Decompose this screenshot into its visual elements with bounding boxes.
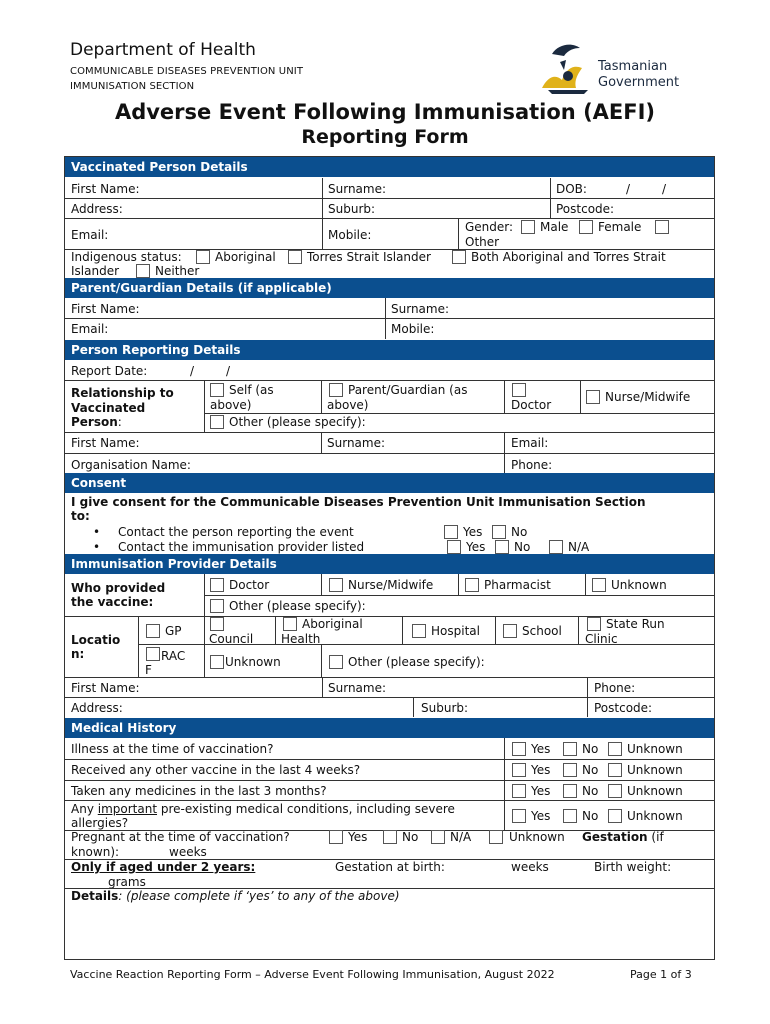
details-label[interactable]: Details: (please complete if ‘yes’ to any of the above) (71, 889, 400, 903)
rel-self-label-cont: above) (210, 398, 252, 412)
ip-suburb-label[interactable]: Suburb: (421, 701, 469, 715)
loc-other-label[interactable]: Other (please specify): (348, 655, 485, 669)
loc-state-clinic-checkbox[interactable] (587, 617, 601, 631)
vp-surname-label[interactable]: Surname: (328, 182, 387, 196)
indigenous-torres-checkbox[interactable] (288, 250, 302, 264)
loc-school-checkbox[interactable] (503, 624, 517, 638)
indigenous-aboriginal-checkbox[interactable] (196, 250, 210, 264)
preg-na-checkbox[interactable] (431, 830, 445, 844)
vp-suburb-label[interactable]: Suburb: (328, 202, 376, 216)
mh-yes-label: Yes (531, 763, 551, 777)
mh-unknown-label: Unknown (627, 742, 683, 756)
mh-medicines-yes-checkbox[interactable] (512, 784, 526, 798)
birth-weight-grams-label: grams (108, 875, 146, 889)
bullet-icon: • (93, 525, 101, 539)
loc-racf-checkbox[interactable] (146, 647, 160, 661)
mh-no-label: No (582, 763, 599, 777)
form-title: Adverse Event Following Immunisation (AEFI) (114, 100, 656, 124)
vp-first-name-label[interactable]: First Name: (71, 182, 140, 196)
gender-female-checkbox[interactable] (579, 220, 593, 234)
indigenous-both-checkbox[interactable] (452, 250, 466, 264)
mh-illness-yes-checkbox[interactable] (512, 742, 526, 756)
birth-weight-label[interactable]: Birth weight: (594, 860, 672, 874)
relationship-label: Person: (71, 415, 122, 429)
mh-no-label: No (582, 784, 599, 798)
gestation-label: Gestation (if (582, 830, 664, 844)
mh-conditions-question-cont: allergies? (71, 816, 129, 830)
report-date-slash: / (190, 364, 195, 378)
footer-page-number: Page 1 of 3 (630, 968, 692, 981)
logo-text-line1: Tasmanian (598, 59, 668, 74)
mh-illness-question: Illness at the time of vaccination? (71, 742, 274, 756)
consent-reporter-yes-checkbox[interactable] (444, 525, 458, 539)
rel-nurse-checkbox[interactable] (586, 390, 600, 404)
organisation-name-label[interactable]: Organisation Name: (71, 458, 191, 472)
preg-yes-label: Yes (348, 830, 368, 844)
indigenous-status-label: Indigenous status: (71, 250, 182, 264)
section-consent: Consent (65, 473, 714, 493)
bullet-icon: • (93, 540, 101, 554)
rel-doctor-checkbox[interactable] (512, 383, 526, 397)
rel-self-checkbox[interactable] (210, 383, 224, 397)
mh-illness-unknown-checkbox[interactable] (608, 742, 622, 756)
pr-surname-label[interactable]: Surname: (327, 436, 386, 450)
consent-provider-yes-checkbox[interactable] (447, 540, 461, 554)
loc-gp-checkbox[interactable] (146, 624, 160, 638)
section-name: IMMUNISATION SECTION (70, 81, 195, 92)
section-immunisation-provider: Immunisation Provider Details (65, 554, 714, 574)
mh-illness-no-checkbox[interactable] (563, 742, 577, 756)
logo-text-line2: Government (598, 75, 680, 90)
loc-aboriginal-health-label-cont: Health (281, 632, 321, 646)
loc-aboriginal-health-label: Aboriginal (302, 617, 363, 631)
consent-yes-label: Yes (463, 525, 483, 539)
rel-other-label[interactable]: Other (please specify): (229, 415, 366, 429)
loc-unknown-label: Unknown (225, 655, 281, 669)
location-label-cont: n: (71, 647, 85, 661)
preg-no-label: No (402, 830, 419, 844)
preg-na-label: N/A (450, 830, 472, 844)
indigenous-aboriginal-label: Aboriginal (215, 250, 276, 264)
section-person-reporting: Person Reporting Details (65, 340, 714, 360)
vp-dob-slash: / (662, 182, 667, 196)
gender-male-label: Male (540, 220, 569, 234)
rel-nurse-label: Nurse/Midwife (605, 390, 691, 404)
indigenous-neither-checkbox[interactable] (136, 264, 150, 278)
mh-medicines-question: Taken any medicines in the last 3 months? (71, 784, 327, 798)
loc-racf-label: RAC (161, 649, 186, 663)
rel-parent-label-cont: above) (327, 398, 369, 412)
mh-unknown-label: Unknown (627, 784, 683, 798)
mh-conditions-yes-checkbox[interactable] (512, 809, 526, 823)
location-label: Locatio (71, 633, 121, 647)
mh-conditions-unknown-checkbox[interactable] (608, 809, 622, 823)
loc-hospital-checkbox[interactable] (412, 624, 426, 638)
who-nurse-checkbox[interactable] (329, 578, 343, 592)
mh-pregnant-question: Pregnant at the time of vaccination? (71, 830, 290, 844)
mh-yes-label: Yes (531, 784, 551, 798)
form-subtitle: Reporting Form (301, 126, 469, 148)
mh-vaccine-yes-checkbox[interactable] (512, 763, 526, 777)
loc-gp-label: GP (165, 624, 182, 638)
pr-email-label[interactable]: Email: (511, 436, 549, 450)
mh-vaccine-unknown-checkbox[interactable] (608, 763, 622, 777)
consent-no-label: No (514, 540, 531, 554)
who-unknown-checkbox[interactable] (592, 578, 606, 592)
who-unknown-label: Unknown (611, 578, 667, 592)
ip-address-label[interactable]: Address: (71, 701, 123, 715)
section-medical-history: Medical History (65, 718, 714, 738)
mh-unknown-label: Unknown (627, 763, 683, 777)
gender-female-label: Female (598, 220, 642, 234)
vp-dob-label[interactable]: DOB: (556, 182, 587, 196)
consent-item-reporter: Contact the person reporting the event (118, 525, 354, 539)
pr-first-name-label[interactable]: First Name: (71, 436, 140, 450)
consent-na-label: N/A (568, 540, 590, 554)
consent-yes-label: Yes (466, 540, 486, 554)
reporting-form (64, 156, 715, 960)
pr-phone-label[interactable]: Phone: (511, 458, 553, 472)
consent-text-cont: to: (71, 509, 90, 523)
vp-dob-slash: / (626, 182, 631, 196)
gender-male-checkbox[interactable] (521, 220, 535, 234)
loc-state-clinic-label-cont: Clinic (585, 632, 618, 646)
aged-under-2-label: Only if aged under 2 years: (71, 860, 256, 874)
gender-other-checkbox[interactable] (655, 220, 669, 234)
indigenous-torres-label: Torres Strait Islander (307, 250, 431, 264)
section-parent-guardian: Parent/Guardian Details (if applicable) (65, 278, 714, 298)
mh-conditions-no-checkbox[interactable] (563, 809, 577, 823)
indigenous-both-label: Both Aboriginal and Torres Strait (471, 250, 666, 264)
department-title: Department of Health (70, 40, 256, 60)
vp-address-label[interactable]: Address: (71, 202, 123, 216)
pg-email-label[interactable]: Email: (71, 322, 109, 336)
report-date-slash: / (226, 364, 231, 378)
ip-first-name-label[interactable]: First Name: (71, 681, 140, 695)
rel-parent-label: Parent/Guardian (as (348, 383, 468, 397)
who-pharmacist-label: Pharmacist (484, 578, 551, 592)
loc-state-clinic-label: State Run (606, 617, 665, 631)
mh-no-label: No (582, 742, 599, 756)
tasmanian-government-logo (538, 40, 688, 96)
ip-surname-label[interactable]: Surname: (328, 681, 387, 695)
who-doctor-label: Doctor (229, 578, 270, 592)
rel-other-checkbox[interactable] (210, 415, 224, 429)
preg-no-checkbox[interactable] (383, 830, 397, 844)
section-vaccinated-person: Vaccinated Person Details (65, 157, 714, 177)
gestation-at-birth-label[interactable]: Gestation at birth: (335, 860, 445, 874)
preg-unknown-label: Unknown (509, 830, 565, 844)
mh-yes-label: Yes (531, 809, 551, 823)
loc-school-label: School (522, 624, 562, 638)
mh-medicines-no-checkbox[interactable] (563, 784, 577, 798)
mh-medicines-unknown-checkbox[interactable] (608, 784, 622, 798)
rel-doctor-label: Doctor (511, 398, 552, 412)
consent-provider-no-checkbox[interactable] (495, 540, 509, 554)
who-other-checkbox[interactable] (210, 599, 224, 613)
loc-council-label: Council (209, 632, 254, 646)
relationship-label: Vaccinated (71, 401, 146, 415)
loc-racf-label-cont: F (145, 663, 152, 677)
ip-postcode-label[interactable]: Postcode: (594, 701, 653, 715)
report-date-label[interactable]: Report Date: (71, 364, 148, 378)
mh-unknown-label: Unknown (627, 809, 683, 823)
loc-other-checkbox[interactable] (329, 655, 343, 669)
relationship-label: Relationship to (71, 386, 174, 400)
who-doctor-checkbox[interactable] (210, 578, 224, 592)
footer-form-name: Vaccine Reaction Reporting Form – Adverse Event Following Immunisation, August 2022 (70, 968, 555, 981)
rel-parent-checkbox[interactable] (329, 383, 343, 397)
mh-no-label: No (582, 809, 599, 823)
loc-unknown-checkbox[interactable] (210, 655, 224, 669)
pg-first-name-label[interactable]: First Name: (71, 302, 140, 316)
loc-council-checkbox[interactable] (210, 617, 224, 631)
vp-postcode-label[interactable]: Postcode: (556, 202, 615, 216)
loc-hospital-label: Hospital (431, 624, 480, 638)
mh-yes-label: Yes (531, 742, 551, 756)
logo-emblem-icon (538, 40, 598, 96)
who-provided-label-cont: the vaccine: (71, 595, 154, 609)
preg-yes-checkbox[interactable] (329, 830, 343, 844)
preg-unknown-checkbox[interactable] (489, 830, 503, 844)
rel-self-label: Self (as (229, 383, 274, 397)
consent-item-provider: Contact the immunisation provider listed (118, 540, 365, 554)
gender-other-label: Other (465, 235, 500, 249)
mh-other-vaccine-question: Received any other vaccine in the last 4 weeks? (71, 763, 361, 777)
consent-reporter-no-checkbox[interactable] (492, 525, 506, 539)
consent-text: I give consent for the Communicable Diseases Prevention Unit Immunisation Section (71, 495, 646, 509)
vp-email-label[interactable]: Email: (71, 228, 109, 242)
unit-name: COMMUNICABLE DISEASES PREVENTION UNIT (70, 66, 304, 77)
gestation-weeks-label[interactable]: weeks (169, 845, 207, 859)
mh-vaccine-no-checkbox[interactable] (563, 763, 577, 777)
who-other-label[interactable]: Other (please specify): (229, 599, 366, 613)
consent-no-label: No (511, 525, 528, 539)
who-pharmacist-checkbox[interactable] (465, 578, 479, 592)
who-provided-label: Who provided (71, 581, 166, 595)
vp-gender-label: Gender: (465, 220, 514, 234)
birth-gestation-weeks-label: weeks (511, 860, 549, 874)
pg-mobile-label[interactable]: Mobile: (391, 322, 435, 336)
loc-aboriginal-health-checkbox[interactable] (283, 617, 297, 631)
mh-pregnant-question-cont: known): (71, 845, 120, 859)
consent-provider-na-checkbox[interactable] (549, 540, 563, 554)
pg-surname-label[interactable]: Surname: (391, 302, 450, 316)
ip-phone-label[interactable]: Phone: (594, 681, 636, 695)
who-nurse-label: Nurse/Midwife (348, 578, 434, 592)
indigenous-neither-label: Neither (155, 264, 200, 278)
vp-mobile-label[interactable]: Mobile: (328, 228, 372, 242)
mh-conditions-question: Any important pre-existing medical conditions, including severe (71, 802, 455, 816)
indigenous-both-label-cont: Islander (71, 264, 120, 278)
